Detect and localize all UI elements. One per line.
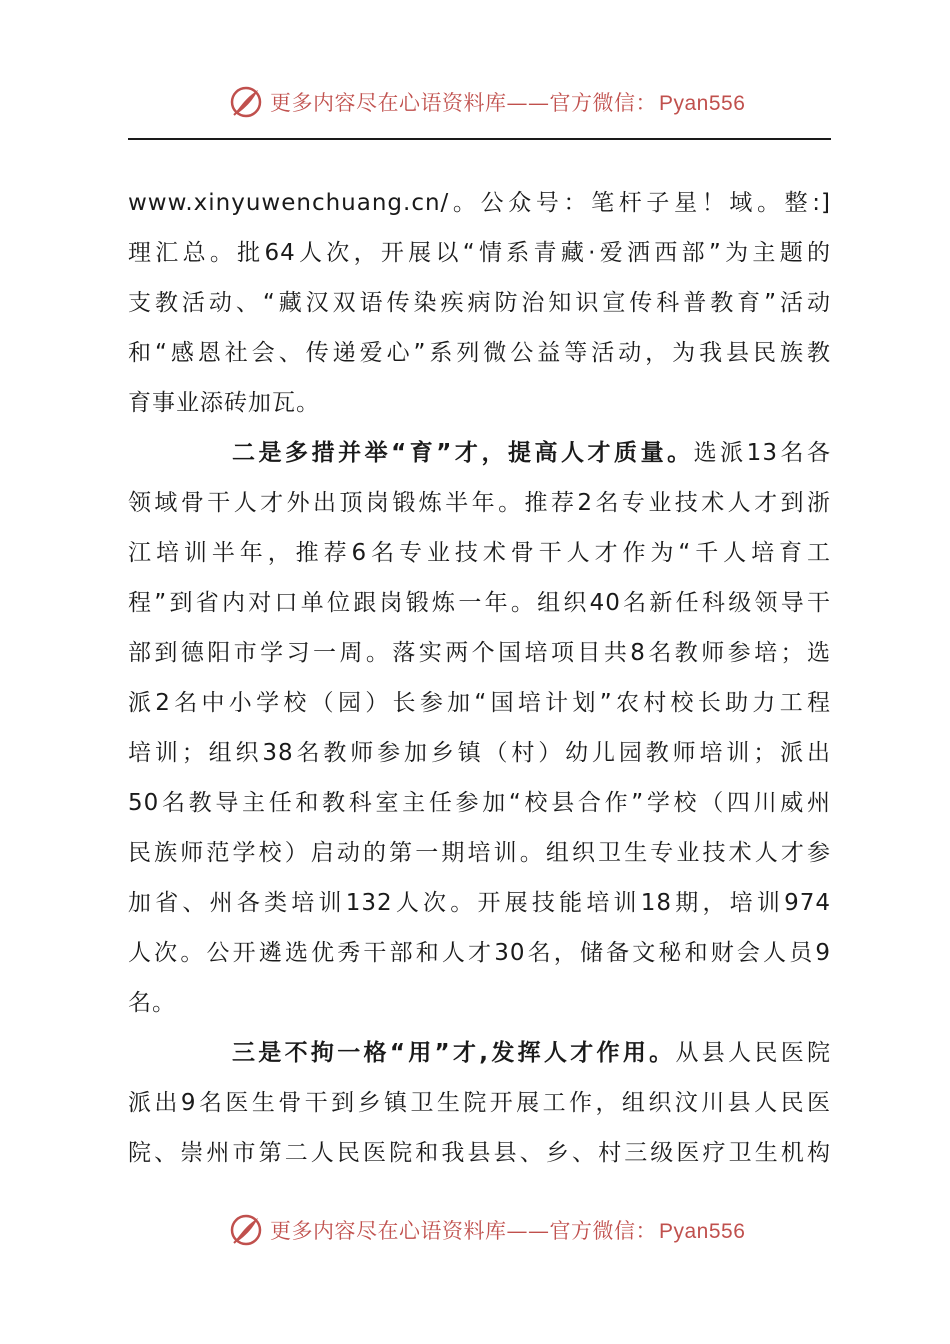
quill-logo-icon [228,84,264,120]
paragraph-3-first-rest: 从县人民医院 [675,1040,831,1066]
body-line: 支教活动、“藏汉双语传染疾病防治知识宣传科普教育”活动 [128,290,831,316]
body-line: 名。 [128,990,176,1016]
body-line: 育事业添砖加瓦。 [128,390,320,416]
quill-logo-icon [228,1212,264,1248]
footer-banner-text [270,1215,745,1245]
paragraph-2-first-rest: 选派13名各 [693,440,831,466]
paragraph-2-heading: 二是多措并举“育”才，提高人才质量。 [232,440,694,466]
body-line: 程”到省内对口单位跟岗锻炼一年。组织40名新任科级领导干 [128,590,831,616]
footer-banner-wechat: 官方微信： [549,1219,657,1243]
paragraph-3-first-line [128,1028,831,1078]
header-banner-text [270,87,745,117]
paragraph-3-heading: 三是不拘一格“用”才,发挥人才作用。 [232,1040,676,1066]
footer-banner-main: 更多内容尽在心语资料库 [270,1219,507,1243]
body-line: 院、崇州市第二人民医院和我县县、乡、村三级医疗卫生机构 [128,1140,831,1166]
body-line: 民族师范学校）启动的第一期培训。组织卫生专业技术人才参 [128,840,831,866]
document-body [128,178,831,1178]
body-line: www.xinyuwenchuang.cn/。公众号：笔杆子星！域。整:] [128,190,831,216]
header-banner-main: 更多内容尽在心语资料库 [270,91,507,115]
footer-banner [228,1208,745,1252]
body-line: 部到德阳市学习一周。落实两个国培项目共8名教师参培；选 [128,640,831,666]
body-line: 派出9名医生骨干到乡镇卫生院开展工作，组织汶川县人民医 [128,1090,831,1116]
header-divider [128,138,831,140]
body-line: 加省、州各类培训132人次。开展技能培训18期，培训974 [128,890,831,916]
footer-banner-account: Pyan556 [659,1220,746,1243]
header-banner-account: Pyan556 [659,92,746,115]
body-line: 领域骨干人才外出顶岗锻炼半年。推荐2名专业技术人才到浙 [128,490,831,516]
body-line: 培训；组织38名教师参加乡镇（村）幼儿园教师培训；派出 [128,740,831,766]
paragraph-2-first-line [128,428,831,478]
body-line: 和“感恩社会、传递爱心”系列微公益等活动，为我县民族教 [128,340,831,366]
body-line: 江培训半年，推荐6名专业技术骨干人才作为“千人培育工 [128,540,831,566]
footer-banner-dash: —— [506,1219,550,1243]
header-banner-wechat: 官方微信： [549,91,657,115]
header-banner [228,80,745,124]
body-line: 50名教导主任和教科室主任参加“校县合作”学校（四川威州 [128,790,831,816]
header-banner-dash: —— [506,91,550,115]
body-line: 派2名中小学校（园）长参加“国培计划”农村校长助力工程 [128,690,831,716]
body-line: 人次。公开遴选优秀干部和人才30名，储备文秘和财会人员9 [128,940,831,966]
body-line: 理汇总。批64人次，开展以“情系青藏·爱洒西部”为主题的 [128,240,831,266]
